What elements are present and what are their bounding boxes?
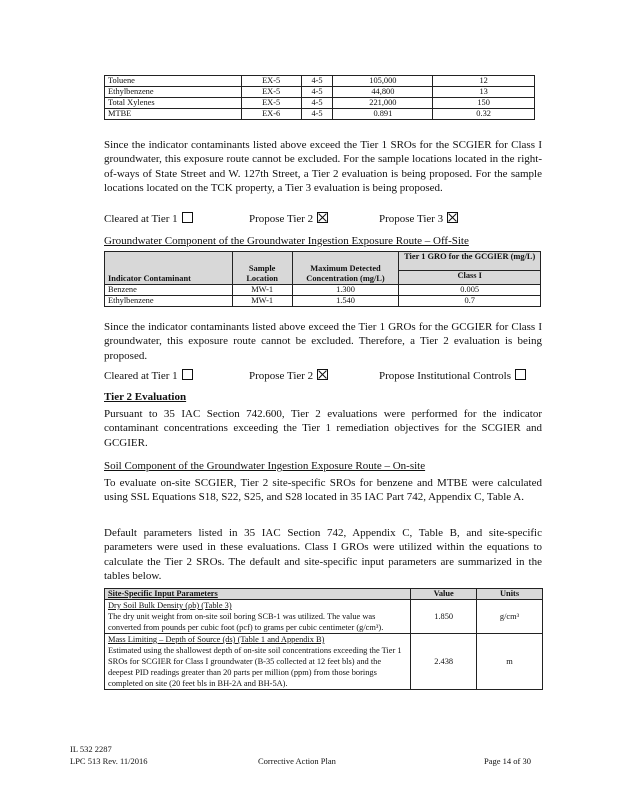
- table-cell: MW-1: [232, 285, 292, 296]
- soil-onsite-heading: Soil Component of the Groundwater Ingestion Exposure Route – On-site: [104, 460, 426, 472]
- paragraph-text: Since the indicator contaminants listed above exceed the Tier 1 GROs for the GCGIER for Class I groundwater, this exposure route cannot be excluded. Therefore, a Tier 2 evaluation is being proposed.: [104, 321, 542, 362]
- parameter-value: 1.850: [411, 600, 477, 634]
- col-header: Indicator Contaminant: [105, 252, 233, 285]
- table-cell: 0.32: [433, 109, 535, 120]
- checkbox-label: Cleared at Tier 1: [104, 213, 178, 225]
- tier2-evaluation-heading: Tier 2 Evaluation: [104, 391, 187, 403]
- table-cell: 0.891: [333, 109, 433, 120]
- col-header: Value: [411, 589, 477, 600]
- table-cell: 150: [433, 98, 535, 109]
- paragraph-text: Since the indicator contaminants listed above exceed the Tier 1 SROs for the SCGIER for Class I groundwater, this exposure route cannot be excluded. For the sample locations located in the right-of-ways of State Street and W. 127th Street, a Tier 2 evaluation is being proposed. For the sample locations located on the TCK property, a Tier 3 evaluation is being proposed.: [104, 139, 542, 195]
- table-row: [105, 109, 535, 120]
- checkbox-propose-tier3[interactable]: [379, 212, 458, 226]
- table-cell: 1.300: [292, 285, 399, 296]
- checkbox-icon: [182, 369, 193, 380]
- table-cell: MTBE: [105, 109, 242, 120]
- footer-form-rev: LPC 513 Rev. 11/2016: [70, 756, 148, 766]
- checkbox-propose-tier2[interactable]: [249, 369, 328, 383]
- table-cell: 1.540: [292, 296, 399, 307]
- footer-page-number: Page 14 of 30: [484, 756, 531, 766]
- table-cell: 13: [433, 87, 535, 98]
- checkbox-icon: [182, 212, 193, 223]
- table-row: [105, 87, 535, 98]
- parameter-description-cell: [105, 634, 411, 690]
- contaminant-table-continued: [104, 75, 535, 120]
- table-cell: 105,000: [333, 76, 433, 87]
- table-cell: 4-5: [301, 87, 333, 98]
- checkbox-cleared-tier1[interactable]: [104, 369, 193, 383]
- table-cell: 0.7: [399, 296, 541, 307]
- col-header: Site-Specific Input Parameters: [105, 589, 411, 600]
- table-cell: 221,000: [333, 98, 433, 109]
- table-row: [105, 285, 541, 296]
- checkbox-label: Cleared at Tier 1: [104, 370, 178, 382]
- parameter-title: Mass Limiting – Depth of Source (ds) (Table 1 and Appendix B): [108, 635, 325, 644]
- paragraph-scgier-exceed: [104, 138, 542, 196]
- table-row: [105, 600, 543, 634]
- paragraph-ssl-equations: [104, 476, 542, 505]
- table-cell: 4-5: [301, 76, 333, 87]
- col-header: Units: [477, 589, 543, 600]
- table-cell: EX-6: [241, 109, 301, 120]
- gw-offsite-heading: Groundwater Component of the Groundwater Ingestion Exposure Route – Off-Site: [104, 235, 469, 247]
- table-cell: Toluene: [105, 76, 242, 87]
- checkbox-cleared-tier1[interactable]: [104, 212, 193, 226]
- table-cell: Ethylbenzene: [105, 296, 233, 307]
- table-cell: 0.005: [399, 285, 541, 296]
- table-row: [105, 76, 535, 87]
- checked-box-icon: [317, 212, 328, 223]
- col-header: Tier 1 GRO for the GCGIER (mg/L): [399, 252, 541, 271]
- table-cell: Ethylbenzene: [105, 87, 242, 98]
- table-cell: EX-5: [241, 98, 301, 109]
- table-cell: 4-5: [301, 109, 333, 120]
- footer-title: Corrective Action Plan: [258, 756, 336, 766]
- checkbox-icon: [515, 369, 526, 380]
- checkbox-label: Propose Institutional Controls: [379, 370, 511, 382]
- table-cell: 4-5: [301, 98, 333, 109]
- table-cell: EX-5: [241, 76, 301, 87]
- checked-box-icon: [317, 369, 328, 380]
- table-cell: MW-1: [232, 296, 292, 307]
- checkbox-label: Propose Tier 3: [379, 213, 444, 225]
- input-parameters-table: [104, 588, 543, 690]
- paragraph-gcgier-exceed: [104, 320, 542, 363]
- parameter-value: 2.438: [411, 634, 477, 690]
- footer-il-number: IL 532 2287: [70, 744, 112, 754]
- checked-box-icon: [447, 212, 458, 223]
- table-cell: EX-5: [241, 87, 301, 98]
- paragraph-text: Default parameters listed in 35 IAC Section 742, Appendix C, Table B, and site-specific parameters were used in these evaluations. Class I GROs were utilized within the equations to calculate the Tier 2 SROs. The default and site-specific input parameters are summarized in the tables below.: [104, 527, 542, 583]
- parameter-units: m: [477, 634, 543, 690]
- checkbox-label: Propose Tier 2: [249, 370, 314, 382]
- groundwater-table: [104, 251, 541, 307]
- parameter-description: Estimated using the shallowest depth of on-site soil concentrations exceeding the Tier 1 SROs for SCGIER for Class I groundwater (B-35 collected at 12 feet bls) and the deepest PID readings greater than 20 parts per million (ppm) from those borings completed on site (20 feet bls in BH-2A and BH-5A).: [108, 646, 402, 688]
- paragraph-text: Pursuant to 35 IAC Section 742.600, Tier 2 evaluations were performed for the indicator contaminant concentrations exceeding the Tier 1 remediation objectives for the SCGIER and GCGIER.: [104, 408, 542, 449]
- parameter-units: g/cm³: [477, 600, 543, 634]
- table-cell: Benzene: [105, 285, 233, 296]
- col-header: Sample Location: [232, 252, 292, 285]
- paragraph-text: To evaluate on-site SCGIER, Tier 2 site-specific SROs for benzene and MTBE were calculated using SSL Equations S18, S22, S25, and S28 located in 35 IAC Part 742, Appendix C, Table A.: [104, 477, 542, 504]
- table-cell: Total Xylenes: [105, 98, 242, 109]
- table-cell: 44,800: [333, 87, 433, 98]
- table-row: [105, 634, 543, 690]
- col-header: Class I: [399, 271, 541, 285]
- paragraph-tier2-intro: [104, 407, 542, 450]
- parameter-description: The dry unit weight from on-site soil boring SCB-1 was utilized. The value was converted from pounds per cubic foot (pcf) to grams per cubic centimeter (g/cm³).: [108, 612, 384, 632]
- checkbox-propose-tier2[interactable]: [249, 212, 328, 226]
- table-cell: 12: [433, 76, 535, 87]
- col-header: Maximum Detected Concentration (mg/L): [292, 252, 399, 285]
- table-row: [105, 98, 535, 109]
- paragraph-default-parameters: [104, 526, 542, 584]
- checkbox-label: Propose Tier 2: [249, 213, 314, 225]
- checkbox-propose-institutional-controls[interactable]: [379, 369, 526, 383]
- parameter-description-cell: [105, 600, 411, 634]
- parameter-title: Dry Soil Bulk Density (ρb) (Table 3): [108, 601, 232, 610]
- table-row: [105, 296, 541, 307]
